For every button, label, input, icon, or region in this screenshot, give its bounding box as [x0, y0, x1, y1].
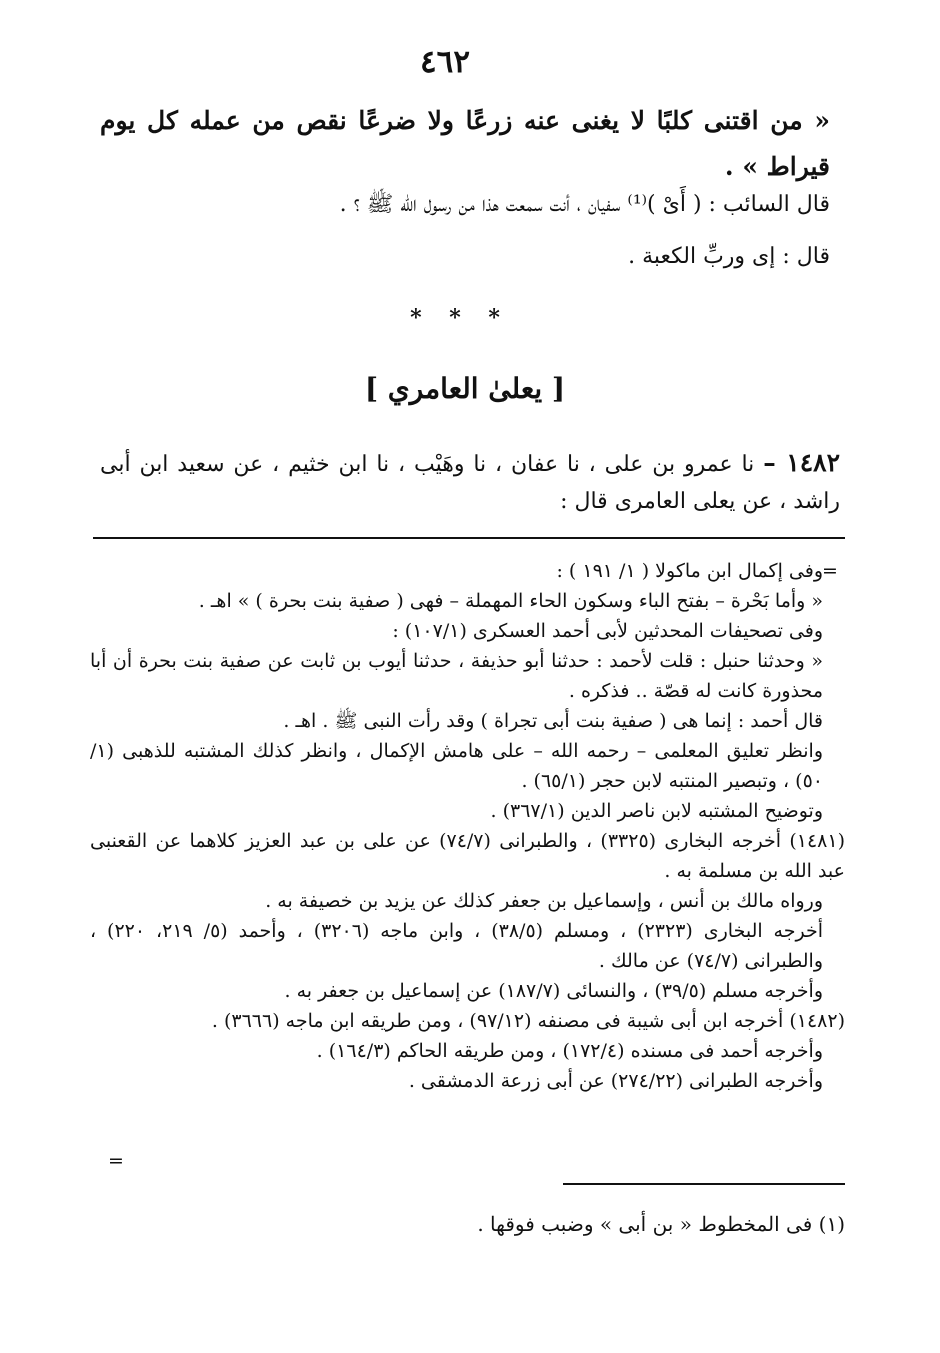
- dialogue-line-1: قال السائب : ( أَىْ )⁽¹⁾ سفيان ، أنت سمعت هذا من رسول الله ﷺ ؟ .: [339, 192, 830, 217]
- note-1482-line: وأخرجه أحمد فى مسنده (١٧٢/٤) ، ومن طريقه الحاكم (١٦٤/٣) .: [316, 1040, 823, 1062]
- section-heading: [ يعلىٰ العامري ]: [364, 372, 566, 405]
- hadith-text: « من اقتنى كلبًا لا يغنى عنه زرعًا ولا ضرعًا نقص من عمله كل يوم قيراط » .: [100, 106, 830, 181]
- note-line: وانظر تعليق المعلمى – رحمه الله – على هامش الإكمال ، وانظر كذلك المشتبه للذهبى (١/ ٥٠) ، وتبصير المنتبه لابن حجر (٦٥/١) .: [90, 740, 823, 792]
- note-1481-line: أخرجه البخارى (٢٣٢٣) ، ومسلم (٣٨/٥) ، وابن ماجه (٣٢٠٦) ، وأحمد (٥/ ٢١٩، ٢٢٠) ، والطبرانى (٧٤/٧) عن مالك .: [90, 920, 823, 972]
- section-separator: * * *: [410, 305, 510, 331]
- notes-block: [90, 556, 845, 1096]
- entry-text: نا عمرو بن على ، نا عفان ، نا وهَيْب ، نا ابن خثيم ، عن سعيد ابن أبى راشد ، عن يعلى العامرى قال :: [100, 452, 840, 514]
- footnote-rule: [563, 1183, 845, 1185]
- continuation-marker-bottom: =: [108, 1150, 124, 1172]
- footnote: (١) فى المخطوط « بن أبى » وضبب فوقها .: [477, 1212, 845, 1236]
- note-line: وفى إكمال ابن ماكولا ( ١/ ١٩١ ) :: [556, 560, 823, 582]
- note-1482-line: وأخرجه الطبرانى (٢٧٤/٢٢) عن أبى زرعة الدمشقى .: [408, 1070, 823, 1092]
- page-number: ٤٦٢: [420, 44, 470, 80]
- note-line: وفى تصحيفات المحدثين لأبى أحمد العسكرى (١٠٧/١) :: [392, 620, 823, 642]
- note-line: « وأما بَحْرة – بفتح الباء وسكون الحاء المهملة – فهى ( صفية بنت بحرة ) » اهـ .: [198, 590, 823, 612]
- dialogue-line-2: قال : إى وربِّ الكعبة .: [628, 244, 830, 269]
- note-line: وتوضيح المشتبه لابن ناصر الدين (٣٦٧/١) .: [490, 800, 823, 822]
- note-line: « وحدثنا حنبل : قلت لأحمد : حدثنا أبو حذيفة ، حدثنا أيوب بن ثابت عن صفية بنت بحرة أن أبا محذورة كانت له قصّة .. فذكره .: [90, 650, 823, 702]
- note-1481-line: وأخرجه مسلم (٣٩/٥) ، والنسائى (١٨٧/٧) عن إسماعيل بن جعفر به .: [284, 980, 823, 1002]
- note-line: قال أحمد : إنما هى ( صفية بنت أبى تجراة ) وقد رأت النبى ﷺ . اهـ .: [283, 710, 823, 732]
- hadith-entry: [100, 444, 840, 520]
- notes-top-rule: [93, 537, 845, 539]
- entry-number: ١٤٨٢ –: [763, 448, 840, 477]
- note-1481-line: ورواه مالك بن أنس ، وإسماعيل بن جعفر كذلك عن يزيد بن خصيفة به .: [265, 890, 823, 912]
- note-1481-line: (١٤٨١) أخرجه البخارى (٣٣٢٥) ، والطبرانى (٧٤/٧) عن على بن عبد العزيز كلاهما عن القعنبى عبد الله بن مسلمة به .: [90, 830, 845, 882]
- note-1482-line: (١٤٨٢) أخرجه ابن أبى شيبة فى مصنفه (٩٧/١٢) ، ومن طريقه ابن ماجه (٣٦٦٦) .: [211, 1010, 845, 1032]
- continuation-marker-top: =: [822, 560, 838, 582]
